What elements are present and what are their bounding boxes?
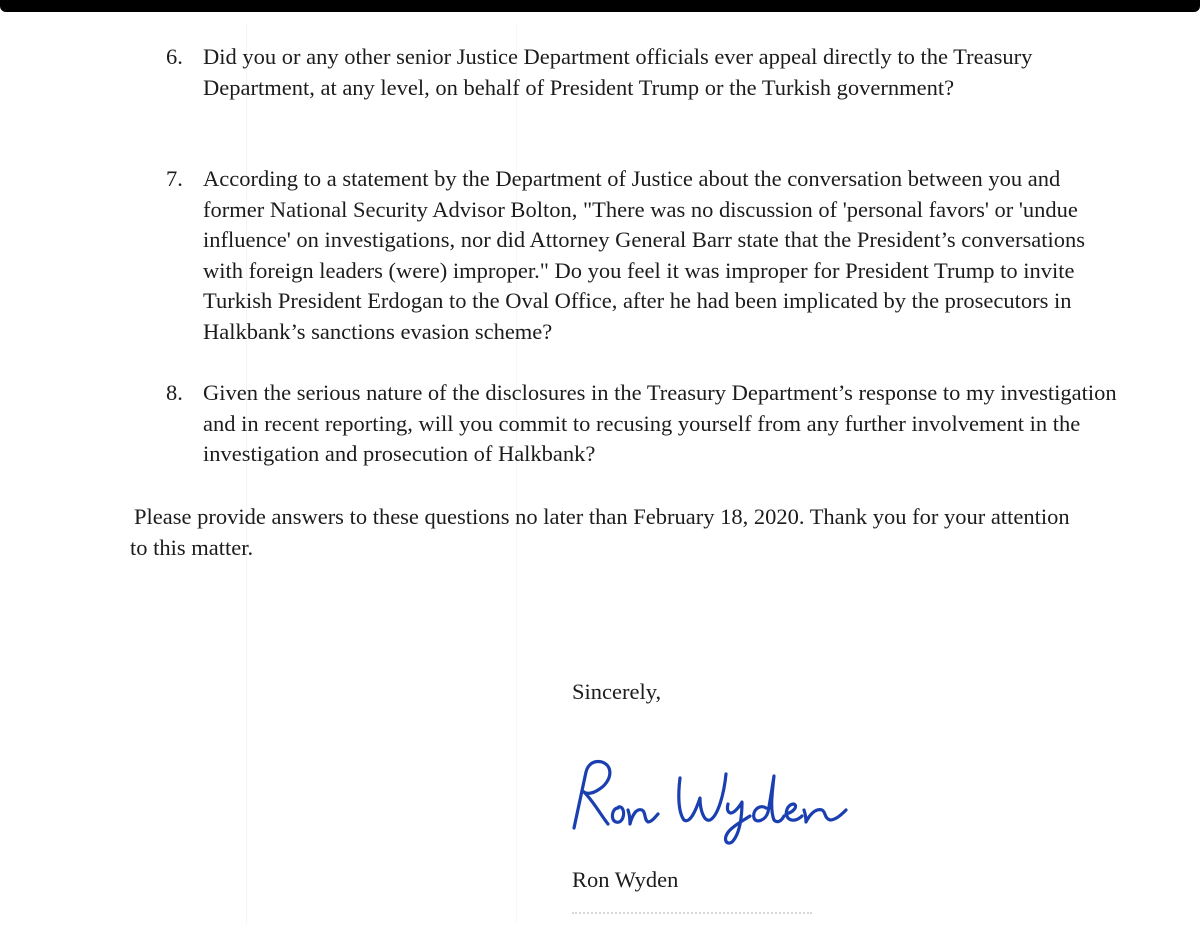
- handwritten-signature: [560, 750, 880, 845]
- letter-page: [0, 12, 1200, 941]
- question-number: 6.: [166, 44, 183, 69]
- question-item-8: [166, 378, 1126, 470]
- closing-paragraph: Please provide answers to these questions no later than February 18, 2020. Thank you for your attention to this matter.: [130, 504, 1070, 560]
- scan-artifact-line: [516, 24, 517, 924]
- scan-artifact-line: [246, 24, 247, 924]
- question-number: 7.: [166, 166, 183, 191]
- signer-name: Ron Wyden: [572, 867, 679, 892]
- closing-section: [130, 502, 1090, 563]
- cutoff-title-line: [572, 912, 812, 917]
- question-text: Given the serious nature of the disclosures in the Treasury Department’s response to my investigation and in recent reporting, will you commit to recusing yourself from any further involvement in the investigation and prosecution of Halkbank?: [203, 380, 1117, 466]
- question-number: 8.: [166, 380, 183, 405]
- valediction: Sincerely,: [572, 679, 662, 704]
- top-border-rule: [0, 0, 1200, 12]
- question-text: Did you or any other senior Justice Department officials ever appeal directly to the Treasury Department, at any level, on behalf of President Trump or the Turkish government?: [203, 44, 1033, 100]
- question-item-7: [166, 164, 1126, 347]
- question-text: According to a statement by the Department of Justice about the conversation between you and former National Security Advisor Bolton, "There was no discussion of 'personal favors' or 'undue influence' on investigations, nor did Attorney General Barr state that the President’s conversations with foreign leaders (were) improper." Do you feel it was improper for President Trump to invite Turkish President Erdogan to the Oval Office, after he had been implicated by the prosecutors in Halkbank’s sanctions evasion scheme?: [203, 166, 1085, 344]
- question-item-6: [166, 42, 1126, 103]
